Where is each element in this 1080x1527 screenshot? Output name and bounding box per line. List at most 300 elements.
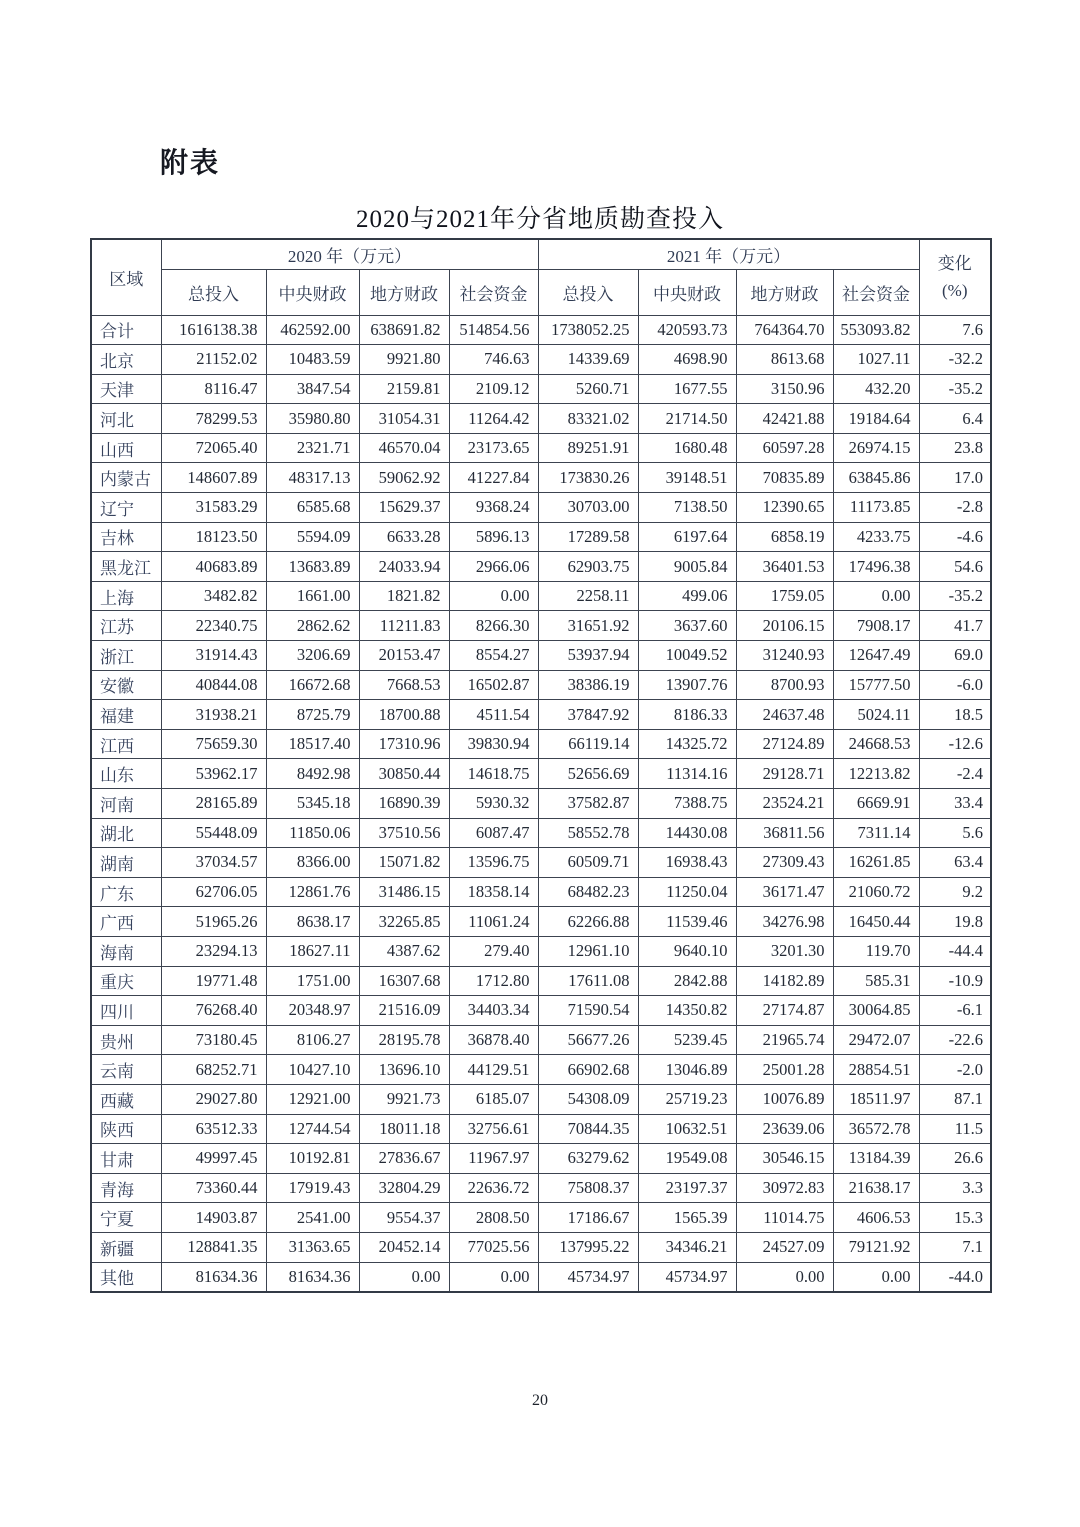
value-cell: 8266.30 [449, 611, 538, 641]
value-cell: 2321.71 [266, 433, 359, 463]
table-row [91, 848, 991, 878]
table-row [91, 670, 991, 700]
value-cell: 6585.68 [266, 493, 359, 523]
value-cell: 9005.84 [638, 552, 736, 582]
value-cell: 31651.92 [538, 611, 638, 641]
table-row [91, 552, 991, 582]
change-cell: 63.4 [919, 848, 991, 878]
value-cell: 3847.54 [266, 374, 359, 404]
table-row [91, 315, 991, 345]
value-cell: 19549.08 [638, 1144, 736, 1174]
value-cell: 44129.51 [449, 1055, 538, 1085]
value-cell: 1027.11 [833, 345, 919, 375]
value-cell: 11014.75 [736, 1203, 833, 1233]
value-cell: 17186.67 [538, 1203, 638, 1233]
value-cell: 6087.47 [449, 818, 538, 848]
value-cell: 48317.13 [266, 463, 359, 493]
value-cell: 432.20 [833, 374, 919, 404]
table-body [91, 315, 991, 1292]
table-row [91, 1203, 991, 1233]
change-cell: -10.9 [919, 966, 991, 996]
region-cell: 新疆 [91, 1232, 161, 1262]
change-cell: -12.6 [919, 729, 991, 759]
value-cell: 5896.13 [449, 522, 538, 552]
value-cell: 19771.48 [161, 966, 266, 996]
table-row [91, 463, 991, 493]
region-cell: 青海 [91, 1173, 161, 1203]
value-cell: 15777.50 [833, 670, 919, 700]
table-row [91, 818, 991, 848]
value-cell: 28854.51 [833, 1055, 919, 1085]
value-cell: 13907.76 [638, 670, 736, 700]
value-cell: 37510.56 [359, 818, 449, 848]
value-cell: 59062.92 [359, 463, 449, 493]
value-cell: 32804.29 [359, 1173, 449, 1203]
value-cell: 34403.34 [449, 996, 538, 1026]
region-cell: 湖北 [91, 818, 161, 848]
value-cell: 18123.50 [161, 522, 266, 552]
table-row [91, 877, 991, 907]
value-cell: 1759.05 [736, 581, 833, 611]
value-cell: 30546.15 [736, 1144, 833, 1174]
value-cell: 29128.71 [736, 759, 833, 789]
value-cell: 119.70 [833, 936, 919, 966]
value-cell: 14903.87 [161, 1203, 266, 1233]
value-cell: 23294.13 [161, 936, 266, 966]
change-cell: 54.6 [919, 552, 991, 582]
subheader-central-2020: 中央财政 [266, 269, 359, 315]
value-cell: 10632.51 [638, 1114, 736, 1144]
value-cell: 20106.15 [736, 611, 833, 641]
value-cell: 11539.46 [638, 907, 736, 937]
value-cell: 46570.04 [359, 433, 449, 463]
value-cell: 16307.68 [359, 966, 449, 996]
value-cell: 0.00 [359, 1262, 449, 1292]
value-cell: 2541.00 [266, 1203, 359, 1233]
value-cell: 8106.27 [266, 1025, 359, 1055]
value-cell: 23639.06 [736, 1114, 833, 1144]
value-cell: 16502.87 [449, 670, 538, 700]
value-cell: 2808.50 [449, 1203, 538, 1233]
value-cell: 51965.26 [161, 907, 266, 937]
subheader-total-2020: 总投入 [161, 269, 266, 315]
value-cell: 21638.17 [833, 1173, 919, 1203]
header-row-sub [91, 269, 991, 315]
value-cell: 1661.00 [266, 581, 359, 611]
value-cell: 37847.92 [538, 700, 638, 730]
change-cell: 26.6 [919, 1144, 991, 1174]
region-cell: 吉林 [91, 522, 161, 552]
value-cell: 13184.39 [833, 1144, 919, 1174]
value-cell: 22636.72 [449, 1173, 538, 1203]
value-cell: 23524.21 [736, 789, 833, 819]
value-cell: 8492.98 [266, 759, 359, 789]
value-cell: 62706.05 [161, 877, 266, 907]
value-cell: 41227.84 [449, 463, 538, 493]
value-cell: 28165.89 [161, 789, 266, 819]
value-cell: 553093.82 [833, 315, 919, 345]
table-row [91, 1173, 991, 1203]
value-cell: 10076.89 [736, 1084, 833, 1114]
value-cell: 30972.83 [736, 1173, 833, 1203]
value-cell: 75808.37 [538, 1173, 638, 1203]
change-cell: -6.0 [919, 670, 991, 700]
value-cell: 55448.09 [161, 818, 266, 848]
value-cell: 6669.91 [833, 789, 919, 819]
value-cell: 11211.83 [359, 611, 449, 641]
value-cell: 31363.65 [266, 1232, 359, 1262]
value-cell: 1680.48 [638, 433, 736, 463]
value-cell: 31486.15 [359, 877, 449, 907]
value-cell: 16450.44 [833, 907, 919, 937]
value-cell: 12744.54 [266, 1114, 359, 1144]
value-cell: 24668.53 [833, 729, 919, 759]
value-cell: 19184.64 [833, 404, 919, 434]
value-cell: 14182.89 [736, 966, 833, 996]
value-cell: 23197.37 [638, 1173, 736, 1203]
appendix-heading: 附表 [160, 147, 221, 178]
region-cell: 海南 [91, 936, 161, 966]
change-cell: -44.4 [919, 936, 991, 966]
value-cell: 1738052.25 [538, 315, 638, 345]
value-cell: 13046.89 [638, 1055, 736, 1085]
region-cell: 云南 [91, 1055, 161, 1085]
value-cell: 15071.82 [359, 848, 449, 878]
value-cell: 70844.35 [538, 1114, 638, 1144]
region-cell: 四川 [91, 996, 161, 1026]
region-cell: 黑龙江 [91, 552, 161, 582]
region-cell: 合计 [91, 315, 161, 345]
value-cell: 7668.53 [359, 670, 449, 700]
region-cell: 陕西 [91, 1114, 161, 1144]
region-cell: 北京 [91, 345, 161, 375]
value-cell: 54308.09 [538, 1084, 638, 1114]
value-cell: 49997.45 [161, 1144, 266, 1174]
value-cell: 3637.60 [638, 611, 736, 641]
table-row [91, 936, 991, 966]
region-cell: 天津 [91, 374, 161, 404]
value-cell: 14618.75 [449, 759, 538, 789]
change-cell: -35.2 [919, 374, 991, 404]
change-cell: 17.0 [919, 463, 991, 493]
value-cell: 38386.19 [538, 670, 638, 700]
value-cell: 7908.17 [833, 611, 919, 641]
value-cell: 73180.45 [161, 1025, 266, 1055]
region-cell: 湖南 [91, 848, 161, 878]
value-cell: 35980.80 [266, 404, 359, 434]
value-cell: 10192.81 [266, 1144, 359, 1174]
value-cell: 7138.50 [638, 493, 736, 523]
value-cell: 62266.88 [538, 907, 638, 937]
value-cell: 6185.07 [449, 1084, 538, 1114]
value-cell: 53937.94 [538, 641, 638, 671]
value-cell: 32756.61 [449, 1114, 538, 1144]
value-cell: 17919.43 [266, 1173, 359, 1203]
region-cell: 江苏 [91, 611, 161, 641]
value-cell: 137995.22 [538, 1232, 638, 1262]
table-row [91, 1055, 991, 1085]
value-cell: 12961.10 [538, 936, 638, 966]
value-cell: 0.00 [833, 581, 919, 611]
subheader-social-2020: 社会资金 [449, 269, 538, 315]
value-cell: 7311.14 [833, 818, 919, 848]
value-cell: 29027.80 [161, 1084, 266, 1114]
value-cell: 14325.72 [638, 729, 736, 759]
table-row [91, 1232, 991, 1262]
change-cell: 9.2 [919, 877, 991, 907]
value-cell: 75659.30 [161, 729, 266, 759]
value-cell: 16672.68 [266, 670, 359, 700]
region-cell: 西藏 [91, 1084, 161, 1114]
value-cell: 5260.71 [538, 374, 638, 404]
change-cell: -35.2 [919, 581, 991, 611]
corner-header: 区域 [91, 239, 161, 315]
value-cell: 638691.82 [359, 315, 449, 345]
region-cell: 重庆 [91, 966, 161, 996]
value-cell: 2862.62 [266, 611, 359, 641]
change-cell: 5.6 [919, 818, 991, 848]
value-cell: 40844.08 [161, 670, 266, 700]
value-cell: 70835.89 [736, 463, 833, 493]
value-cell: 27836.67 [359, 1144, 449, 1174]
value-cell: 63279.62 [538, 1144, 638, 1174]
value-cell: 499.06 [638, 581, 736, 611]
value-cell: 39148.51 [638, 463, 736, 493]
value-cell: 18700.88 [359, 700, 449, 730]
value-cell: 13683.89 [266, 552, 359, 582]
value-cell: 11314.16 [638, 759, 736, 789]
group-header-2020: 2020 年（万元） [161, 239, 538, 269]
table-row [91, 966, 991, 996]
value-cell: 31583.29 [161, 493, 266, 523]
value-cell: 11967.97 [449, 1144, 538, 1174]
value-cell: 10483.59 [266, 345, 359, 375]
region-cell: 安徽 [91, 670, 161, 700]
value-cell: 36401.53 [736, 552, 833, 582]
value-cell: 18517.40 [266, 729, 359, 759]
value-cell: 8116.47 [161, 374, 266, 404]
value-cell: 30850.44 [359, 759, 449, 789]
change-cell: -44.0 [919, 1262, 991, 1292]
region-cell: 其他 [91, 1262, 161, 1292]
change-cell: 3.3 [919, 1173, 991, 1203]
value-cell: 45734.97 [538, 1262, 638, 1292]
value-cell: 18011.18 [359, 1114, 449, 1144]
table-row [91, 1144, 991, 1174]
value-cell: 73360.44 [161, 1173, 266, 1203]
value-cell: 30703.00 [538, 493, 638, 523]
value-cell: 78299.53 [161, 404, 266, 434]
value-cell: 279.40 [449, 936, 538, 966]
change-cell: 87.1 [919, 1084, 991, 1114]
region-cell: 浙江 [91, 641, 161, 671]
value-cell: 29472.07 [833, 1025, 919, 1055]
value-cell: 585.31 [833, 966, 919, 996]
value-cell: 45734.97 [638, 1262, 736, 1292]
value-cell: 63512.33 [161, 1114, 266, 1144]
value-cell: 66119.14 [538, 729, 638, 759]
investment-table-wrap [90, 238, 992, 1293]
value-cell: 8186.33 [638, 700, 736, 730]
change-cell: 18.5 [919, 700, 991, 730]
value-cell: 11850.06 [266, 818, 359, 848]
value-cell: 22340.75 [161, 611, 266, 641]
change-cell: 23.8 [919, 433, 991, 463]
value-cell: 11173.85 [833, 493, 919, 523]
value-cell: 71590.54 [538, 996, 638, 1026]
value-cell: 9921.80 [359, 345, 449, 375]
table-row [91, 729, 991, 759]
value-cell: 62903.75 [538, 552, 638, 582]
value-cell: 2966.06 [449, 552, 538, 582]
value-cell: 56677.26 [538, 1025, 638, 1055]
value-cell: 4698.90 [638, 345, 736, 375]
region-cell: 内蒙古 [91, 463, 161, 493]
value-cell: 20348.97 [266, 996, 359, 1026]
value-cell: 66902.68 [538, 1055, 638, 1085]
value-cell: 1677.55 [638, 374, 736, 404]
value-cell: 83321.02 [538, 404, 638, 434]
change-header-line2: (%) [942, 281, 968, 301]
table-row [91, 641, 991, 671]
value-cell: 60597.28 [736, 433, 833, 463]
value-cell: 8554.27 [449, 641, 538, 671]
table-row [91, 1114, 991, 1144]
value-cell: 68482.23 [538, 877, 638, 907]
table-row [91, 1262, 991, 1292]
table-row [91, 433, 991, 463]
value-cell: 746.63 [449, 345, 538, 375]
value-cell: 32265.85 [359, 907, 449, 937]
value-cell: 81634.36 [266, 1262, 359, 1292]
value-cell: 5930.32 [449, 789, 538, 819]
region-cell: 河南 [91, 789, 161, 819]
value-cell: 27124.89 [736, 729, 833, 759]
value-cell: 36878.40 [449, 1025, 538, 1055]
value-cell: 37582.87 [538, 789, 638, 819]
value-cell: 16890.39 [359, 789, 449, 819]
subheader-local-2020: 地方财政 [359, 269, 449, 315]
value-cell: 10427.10 [266, 1055, 359, 1085]
value-cell: 39830.94 [449, 729, 538, 759]
value-cell: 1821.82 [359, 581, 449, 611]
value-cell: 81634.36 [161, 1262, 266, 1292]
table-row [91, 611, 991, 641]
change-cell: -2.8 [919, 493, 991, 523]
value-cell: 31938.21 [161, 700, 266, 730]
table-row [91, 907, 991, 937]
value-cell: 23173.65 [449, 433, 538, 463]
value-cell: 11250.04 [638, 877, 736, 907]
value-cell: 14430.08 [638, 818, 736, 848]
value-cell: 4511.54 [449, 700, 538, 730]
value-cell: 26974.15 [833, 433, 919, 463]
value-cell: 89251.91 [538, 433, 638, 463]
table-row [91, 759, 991, 789]
value-cell: 6197.64 [638, 522, 736, 552]
value-cell: 16938.43 [638, 848, 736, 878]
change-header-line1: 变化 [937, 254, 972, 274]
change-cell: -22.6 [919, 1025, 991, 1055]
value-cell: 25001.28 [736, 1055, 833, 1085]
value-cell: 25719.23 [638, 1084, 736, 1114]
value-cell: 13596.75 [449, 848, 538, 878]
region-cell: 广东 [91, 877, 161, 907]
table-row [91, 581, 991, 611]
region-cell: 河北 [91, 404, 161, 434]
value-cell: 5024.11 [833, 700, 919, 730]
value-cell: 2258.11 [538, 581, 638, 611]
value-cell: 128841.35 [161, 1232, 266, 1262]
value-cell: 8638.17 [266, 907, 359, 937]
value-cell: 34276.98 [736, 907, 833, 937]
investment-table [90, 238, 992, 1293]
change-cell: 11.5 [919, 1114, 991, 1144]
value-cell: 9640.10 [638, 936, 736, 966]
value-cell: 16261.85 [833, 848, 919, 878]
value-cell: 52656.69 [538, 759, 638, 789]
value-cell: 12647.49 [833, 641, 919, 671]
value-cell: 60509.71 [538, 848, 638, 878]
value-cell: 2109.12 [449, 374, 538, 404]
value-cell: 6633.28 [359, 522, 449, 552]
change-cell: -2.4 [919, 759, 991, 789]
value-cell: 4233.75 [833, 522, 919, 552]
value-cell: 17289.58 [538, 522, 638, 552]
value-cell: 20153.47 [359, 641, 449, 671]
change-cell: -32.2 [919, 345, 991, 375]
value-cell: 514854.56 [449, 315, 538, 345]
page-number: 20 [532, 1392, 548, 1409]
value-cell: 21060.72 [833, 877, 919, 907]
change-cell: 7.1 [919, 1232, 991, 1262]
value-cell: 1751.00 [266, 966, 359, 996]
value-cell: 5594.09 [266, 522, 359, 552]
change-cell: 19.8 [919, 907, 991, 937]
region-cell: 山西 [91, 433, 161, 463]
value-cell: 1712.80 [449, 966, 538, 996]
value-cell: 148607.89 [161, 463, 266, 493]
value-cell: 12390.65 [736, 493, 833, 523]
region-cell: 广西 [91, 907, 161, 937]
change-cell: -2.0 [919, 1055, 991, 1085]
value-cell: 8613.68 [736, 345, 833, 375]
value-cell: 20452.14 [359, 1232, 449, 1262]
change-cell: 6.4 [919, 404, 991, 434]
value-cell: 8725.79 [266, 700, 359, 730]
value-cell: 24637.48 [736, 700, 833, 730]
value-cell: 31914.43 [161, 641, 266, 671]
region-cell: 江西 [91, 729, 161, 759]
value-cell: 12861.76 [266, 877, 359, 907]
value-cell: 27309.43 [736, 848, 833, 878]
value-cell: 21152.02 [161, 345, 266, 375]
region-cell: 宁夏 [91, 1203, 161, 1233]
value-cell: 9368.24 [449, 493, 538, 523]
value-cell: 21714.50 [638, 404, 736, 434]
value-cell: 12213.82 [833, 759, 919, 789]
value-cell: 40683.89 [161, 552, 266, 582]
table-row [91, 996, 991, 1026]
value-cell: 7388.75 [638, 789, 736, 819]
subheader-total-2021: 总投入 [538, 269, 638, 315]
value-cell: 30064.85 [833, 996, 919, 1026]
value-cell: 28195.78 [359, 1025, 449, 1055]
value-cell: 68252.71 [161, 1055, 266, 1085]
value-cell: 58552.78 [538, 818, 638, 848]
value-cell: 31240.93 [736, 641, 833, 671]
value-cell: 24033.94 [359, 552, 449, 582]
